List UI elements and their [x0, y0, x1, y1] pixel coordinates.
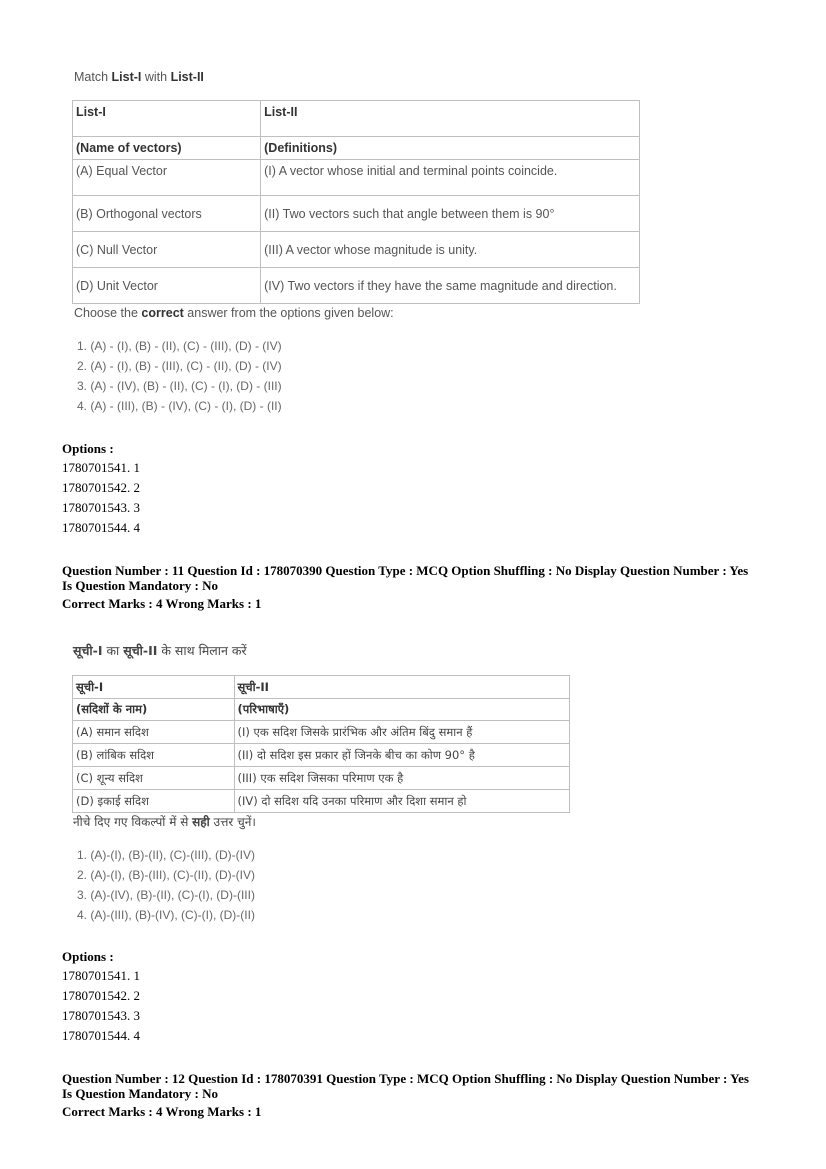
- table-cell: (B) लांबिक सदिश: [73, 744, 235, 767]
- table-cell: (II) Two vectors such that angle between them is 90°: [261, 196, 640, 232]
- table-cell: (B) Orthogonal vectors: [73, 196, 261, 232]
- table-row: [73, 767, 570, 790]
- table-header-cell: (Name of vectors): [73, 137, 261, 160]
- question-meta-line: Question Number : 11 Question Id : 178070390 Question Type : MCQ Option Shuffling : No Display Question Number : Yes: [62, 563, 749, 578]
- option-id: 1780701542. 2: [62, 988, 140, 1003]
- table-header-row: [73, 676, 570, 699]
- question-meta-line: Is Question Mandatory : No: [62, 1086, 219, 1101]
- table-subheader-row: [73, 137, 640, 160]
- option-id: 1780701543. 3: [62, 500, 140, 515]
- table-header-cell: List-I: [73, 101, 261, 137]
- table-row: [73, 196, 640, 232]
- table-subheader-row: [73, 699, 570, 721]
- table-cell: (I) एक सदिश जिसके प्रारंभिक और अंतिम बिंदु समान हैं: [234, 721, 569, 744]
- question-meta-line: Correct Marks : 4 Wrong Marks : 1: [62, 1104, 262, 1119]
- table-row: [73, 721, 570, 744]
- table-cell: (I) A vector whose initial and terminal points coincide.: [261, 160, 640, 196]
- q11-instruction: सूची-I का सूची-II के साथ मिलान करें: [73, 643, 247, 658]
- table-cell: (A) Equal Vector: [73, 160, 261, 196]
- answer-option: 4. (A)-(III), (B)-(IV), (C)-(I), (D)-(II): [77, 908, 255, 922]
- table-header-cell: सूची-II: [234, 676, 569, 699]
- table-row: [73, 790, 570, 813]
- option-id: 1780701541. 1: [62, 460, 140, 475]
- table-cell: (III) एक सदिश जिसका परिमाण एक है: [234, 767, 569, 790]
- table-header-cell: List-II: [261, 101, 640, 137]
- table-row: [73, 232, 640, 268]
- answer-option: 1. (A)-(I), (B)-(II), (C)-(III), (D)-(IV): [77, 848, 255, 862]
- table-cell: (II) दो सदिश इस प्रकार हों जिनके बीच का कोण 90° है: [234, 744, 569, 767]
- question-meta-line: Is Question Mandatory : No: [62, 578, 219, 593]
- answer-option: 3. (A)-(IV), (B)-(II), (C)-(I), (D)-(III): [77, 888, 255, 902]
- q11-choose-text: नीचे दिए गए विकल्पों में से सही उत्तर चुनें।: [73, 815, 256, 829]
- option-id: 1780701544. 4: [62, 1028, 140, 1043]
- table-cell: (D) इकाई सदिश: [73, 790, 235, 813]
- table-header-cell: (सदिशों के नाम): [73, 699, 235, 721]
- answer-option: 3. (A) - (IV), (B) - (II), (C) - (I), (D) - (III): [77, 379, 282, 393]
- options-label: Options :: [62, 441, 114, 456]
- options-label: Options :: [62, 949, 114, 964]
- table-cell: (IV) दो सदिश यदि उनका परिमाण और दिशा समान हो: [234, 790, 569, 813]
- q10-instruction: Match List-I with List-II: [74, 70, 204, 84]
- option-id: 1780701541. 1: [62, 968, 140, 983]
- table-header-cell: (परिभाषाएँ): [234, 699, 569, 721]
- q10-match-table: [72, 100, 640, 304]
- q10-choose-text: Choose the correct answer from the options given below:: [74, 306, 394, 320]
- answer-option: 2. (A)-(I), (B)-(III), (C)-(II), (D)-(IV): [77, 868, 255, 882]
- option-id: 1780701543. 3: [62, 1008, 140, 1023]
- table-header-cell: सूची-I: [73, 676, 235, 699]
- table-row: [73, 268, 640, 304]
- table-cell: (A) समान सदिश: [73, 721, 235, 744]
- table-cell: (C) शून्य सदिश: [73, 767, 235, 790]
- table-header-cell: (Definitions): [261, 137, 640, 160]
- answer-option: 1. (A) - (I), (B) - (II), (C) - (III), (D) - (IV): [77, 339, 282, 353]
- question-meta-line: Question Number : 12 Question Id : 178070391 Question Type : MCQ Option Shuffling : No Display Question Number : Yes: [62, 1071, 749, 1086]
- table-row: [73, 744, 570, 767]
- q11-match-table: [72, 675, 570, 813]
- table-cell: (III) A vector whose magnitude is unity.: [261, 232, 640, 268]
- option-id: 1780701544. 4: [62, 520, 140, 535]
- option-id: 1780701542. 2: [62, 480, 140, 495]
- answer-option: 2. (A) - (I), (B) - (III), (C) - (II), (D) - (IV): [77, 359, 282, 373]
- table-cell: (D) Unit Vector: [73, 268, 261, 304]
- table-header-row: [73, 101, 640, 137]
- table-cell: (IV) Two vectors if they have the same magnitude and direction.: [261, 268, 640, 304]
- question-meta-line: Correct Marks : 4 Wrong Marks : 1: [62, 596, 262, 611]
- answer-option: 4. (A) - (III), (B) - (IV), (C) - (I), (D) - (II): [77, 399, 282, 413]
- table-row: [73, 160, 640, 196]
- table-cell: (C) Null Vector: [73, 232, 261, 268]
